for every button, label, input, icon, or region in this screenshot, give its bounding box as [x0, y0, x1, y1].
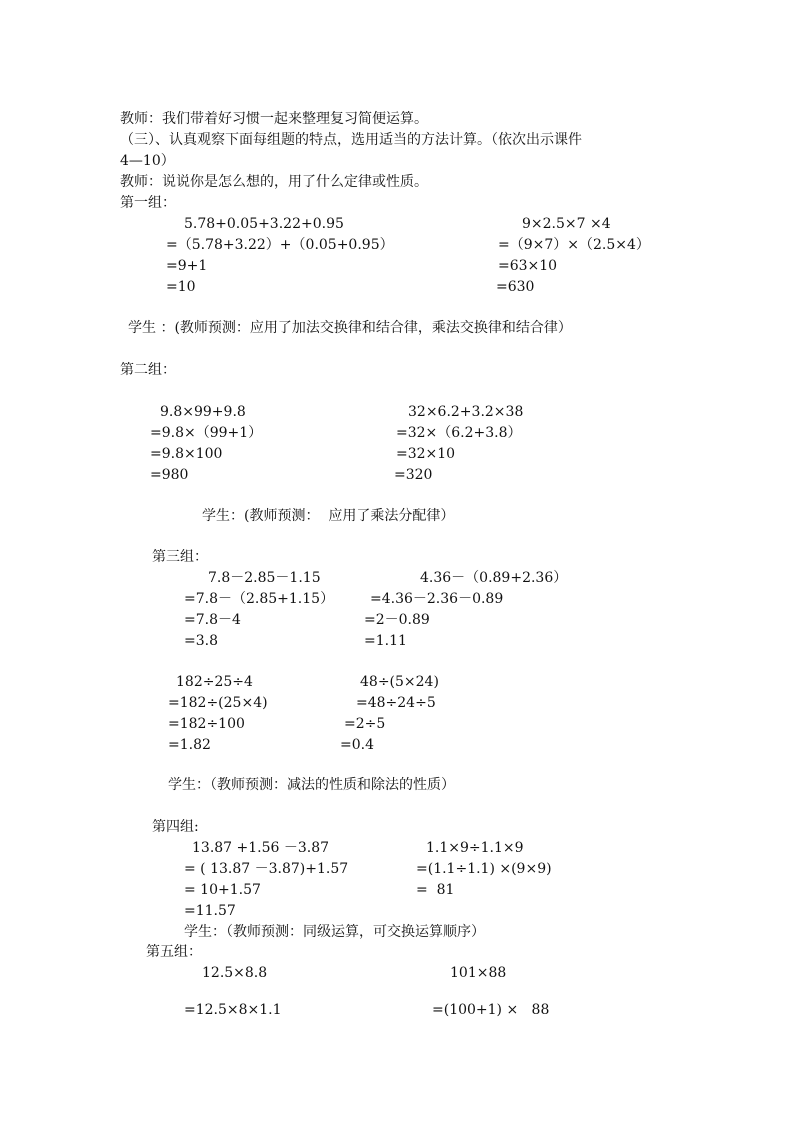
g4-left-line: = ( 13.87 －3.87)+1.57 — [184, 861, 349, 877]
intro-line-2: （三）、认真观察下面每组题的特点，选用适当的方法计算。（依次出示课件 — [120, 132, 582, 148]
g4-right-line: = 81 — [416, 882, 455, 898]
g4-right-line: 1.1×9÷1.1×9 — [426, 840, 524, 856]
g1-left-line: =10 — [166, 279, 196, 295]
g3b-left-line: =1.82 — [168, 737, 211, 753]
intro-line-1: 教师：我们带着好习惯一起来整理复习简便运算。 — [120, 111, 428, 127]
g2-left-line: =9.8×（99+1） — [150, 425, 263, 441]
g1-right-line: 9×2.5×7 ×4 — [522, 216, 611, 232]
g5-left-line: 12.5×8.8 — [202, 965, 268, 981]
g4-right-line: =(1.1÷1.1) ×(9×9) — [416, 861, 552, 877]
g1-right-line: =63×10 — [498, 258, 558, 274]
g3a-left-line: =3.8 — [184, 633, 218, 649]
g2-right-line: =320 — [394, 467, 433, 483]
g1-right-line: =630 — [496, 279, 535, 295]
group2-title: 第二组： — [120, 362, 176, 378]
g3a-right-line: =1.11 — [364, 633, 407, 649]
g1-left-line: =（5.78+3.22）+（0.05+0.95） — [166, 237, 394, 253]
g5-right-line: =(100+1) × 88 — [432, 1002, 550, 1018]
g3a-left-line: =7.8－（2.85+1.15） — [184, 591, 335, 607]
g2-left-line: 9.8×99+9.8 — [160, 404, 246, 420]
g1-right-line: =（9×7）×（2.5×4） — [498, 237, 650, 253]
intro-line-4: 教师：说说你是怎么想的，用了什么定律或性质。 — [120, 174, 428, 190]
g3a-right-line: 4.36－（0.89+2.36） — [420, 570, 568, 586]
g5-right-line: 101×88 — [450, 965, 507, 981]
g5-left-line: =12.5×8×1.1 — [184, 1002, 282, 1018]
g3b-left-line: =182÷(25×4) — [168, 695, 268, 711]
group1-title: 第一组： — [120, 195, 176, 211]
g1-left-line: 5.78+0.05+3.22+0.95 — [184, 216, 344, 232]
g4-left-line: =11.57 — [184, 903, 236, 919]
g2-right-line: 32×6.2+3.2×38 — [408, 404, 524, 420]
g2-right-line: =32×10 — [396, 446, 456, 462]
group5-title: 第五组： — [146, 944, 202, 960]
g3b-right-line: =0.4 — [340, 737, 374, 753]
g3b-left-line: =182÷100 — [168, 716, 245, 732]
group3-title: 第三组： — [152, 549, 208, 565]
g3b-right-line: 48÷(5×24) — [360, 674, 439, 690]
g2-right-line: =32×（6.2+3.8） — [396, 425, 522, 441]
intro-line-3: 4—10） — [120, 153, 175, 169]
g2-student-note: 学生：(教师预测： 应用了乘法分配律） — [202, 508, 455, 524]
g1-left-line: =9+1 — [166, 258, 208, 274]
g3-student-note: 学生：（教师预测：减法的性质和除法的性质） — [168, 777, 455, 793]
g4-student-note: 学生：（教师预测：同级运算，可交换运算顺序） — [184, 924, 485, 940]
g3a-right-line: =4.36－2.36－0.89 — [370, 591, 504, 607]
g3b-right-line: =48÷24÷5 — [356, 695, 436, 711]
g1-student-note: 学生 ：(教师预测：应用了加法交换律和结合律，乘法交换律和结合律） — [128, 320, 572, 336]
g4-left-line: 13.87 +1.56 －3.87 — [192, 840, 330, 856]
g3b-left-line: 182÷25÷4 — [176, 674, 253, 690]
g3b-right-line: =2÷5 — [344, 716, 386, 732]
g4-left-line: = 10+1.57 — [184, 882, 261, 898]
g2-left-line: =980 — [150, 467, 189, 483]
group4-title: 第四组: — [152, 819, 199, 835]
g3a-right-line: =2－0.89 — [364, 612, 430, 628]
g3a-left-line: =7.8－4 — [184, 612, 241, 628]
g2-left-line: =9.8×100 — [150, 446, 223, 462]
g3a-left-line: 7.8－2.85－1.15 — [208, 570, 321, 586]
